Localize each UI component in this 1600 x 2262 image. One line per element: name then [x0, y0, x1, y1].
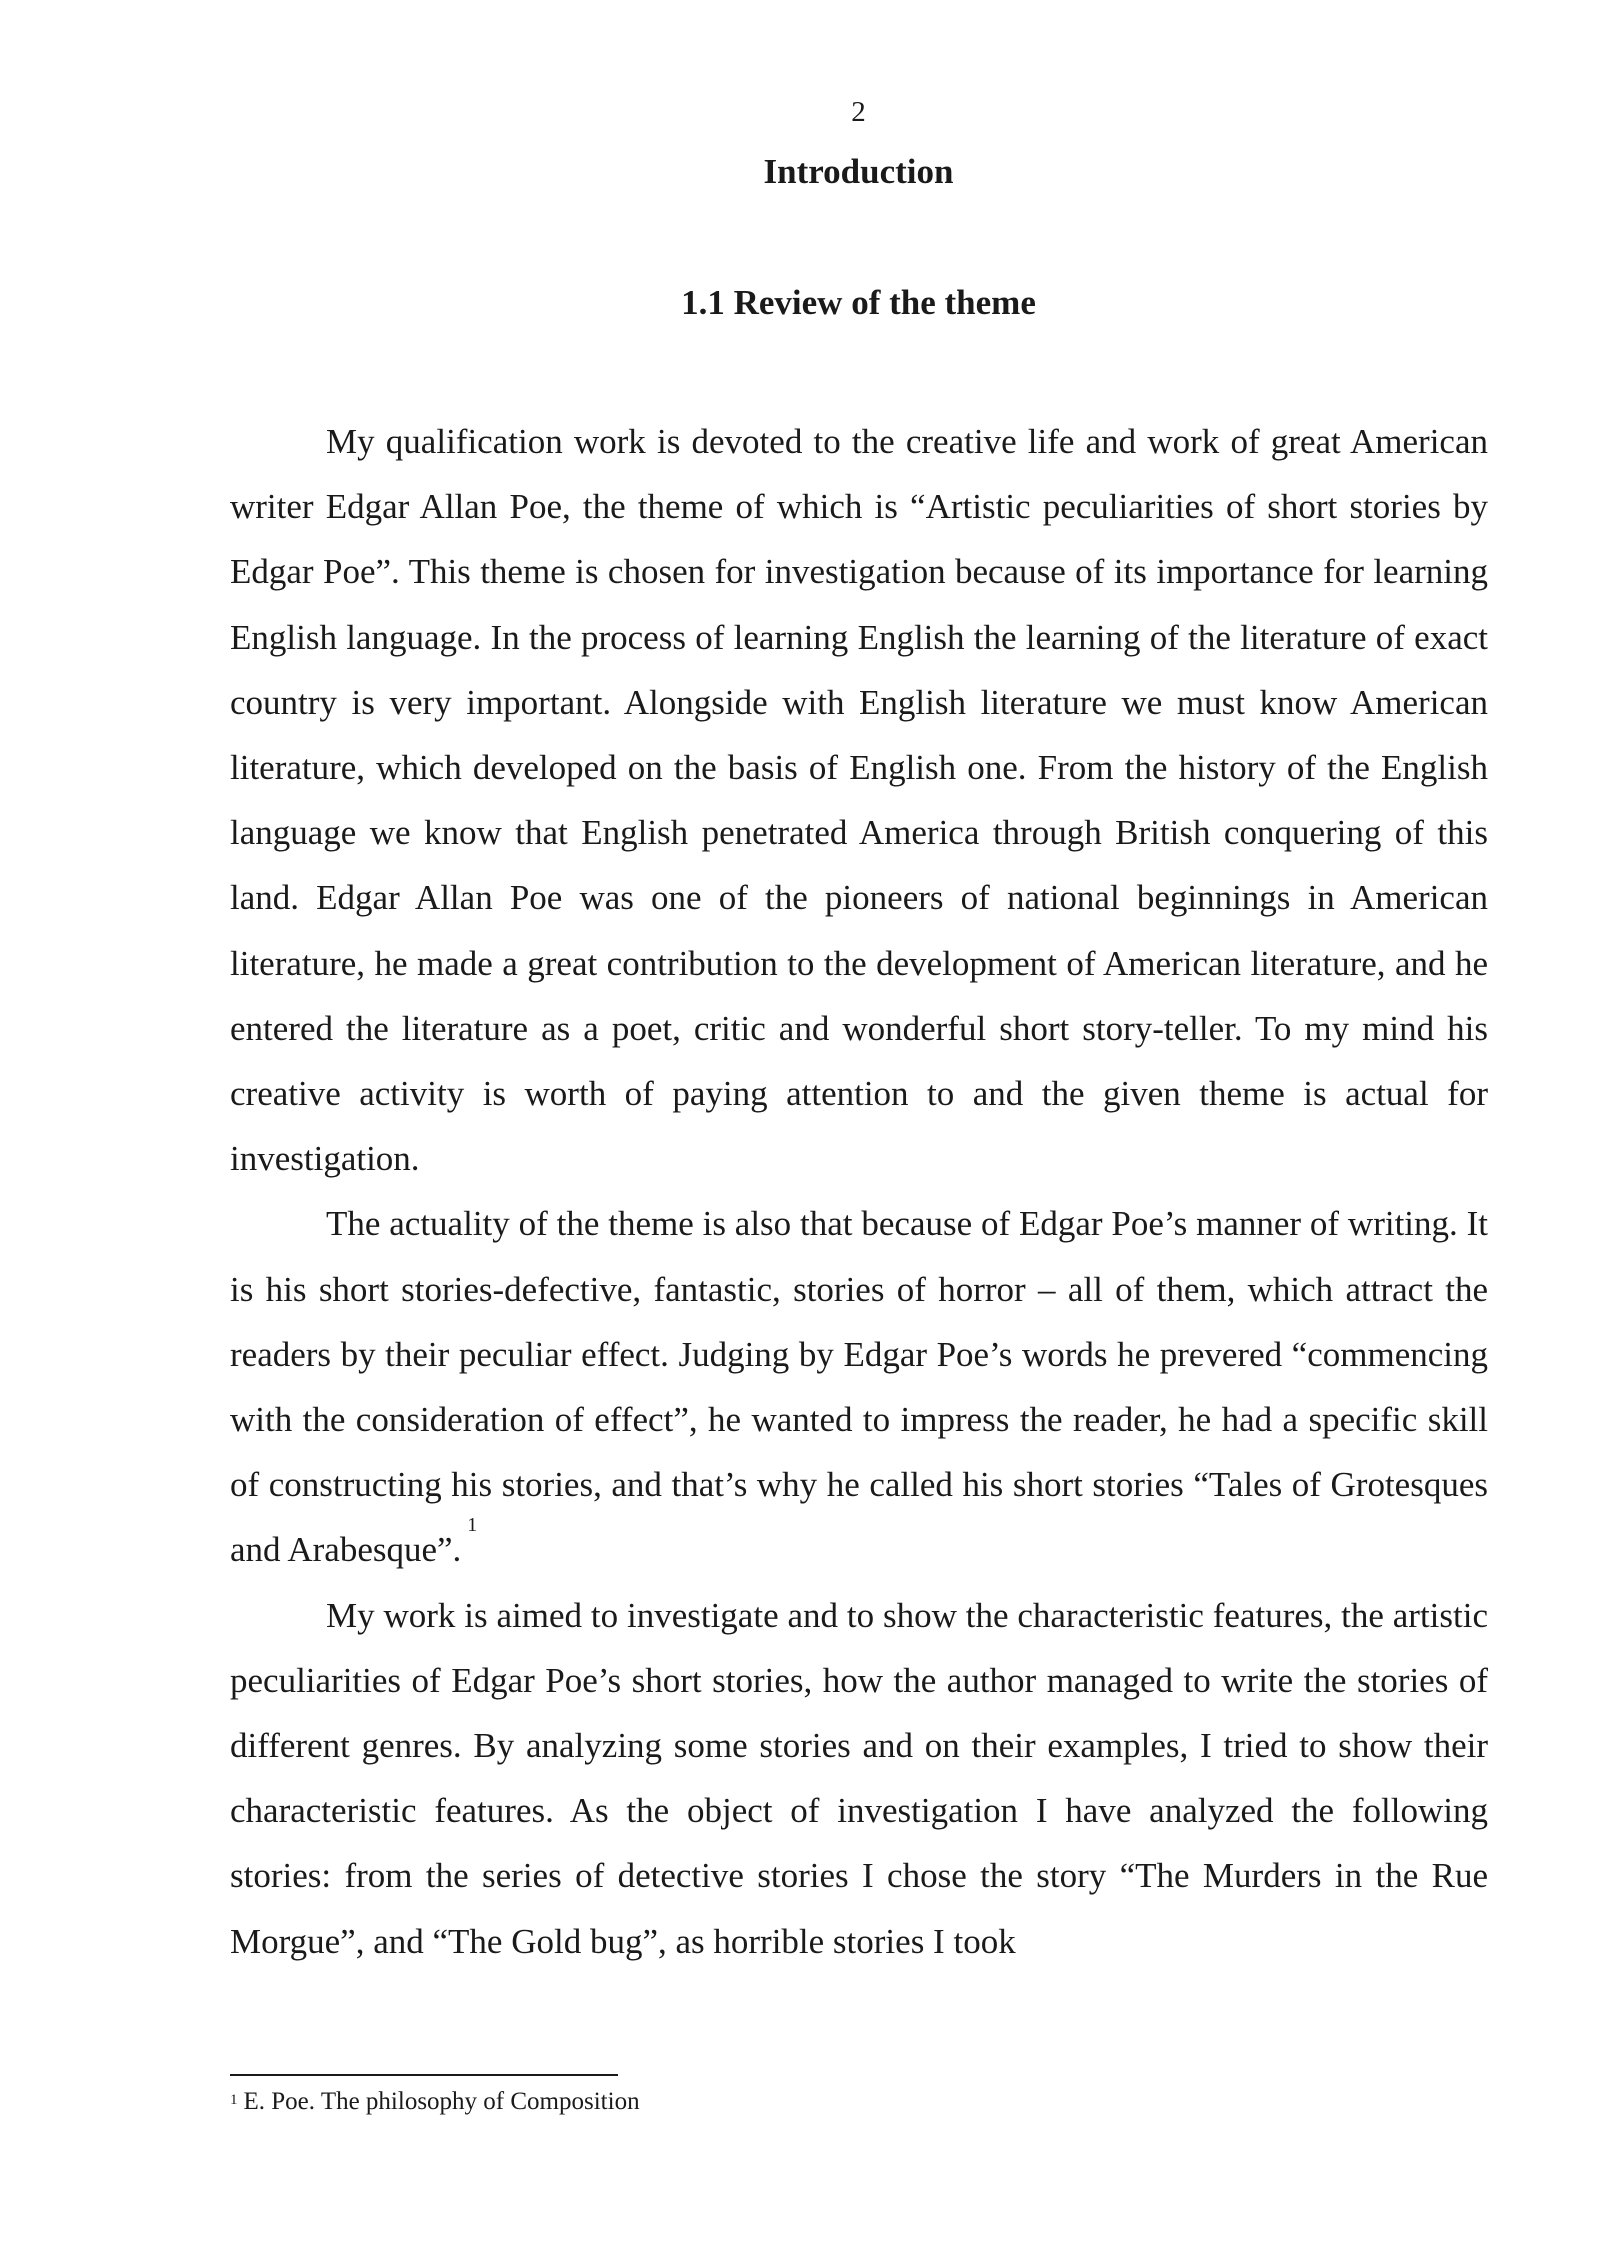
paragraph-1: [230, 409, 1488, 1191]
body-text: [230, 409, 1488, 1974]
footnote-reference[interactable]: 1: [467, 1514, 478, 1537]
chapter-title: Introduction: [763, 152, 954, 191]
paragraph-2-text: The actuality of the theme is also that because of Edgar Poe’s manner of writing. It is his short stories-defective, fantastic, stories of horror – all of them, which attract the readers by their peculiar effect. Judging by Edgar Poe’s words he prevered “commencing with the consideration of effect”, he wanted to impress the reader, he had a specific skill of constructing his stories, and that’s why he called his short stories “Tales of Grotesques and Arabesque”.: [230, 1204, 1488, 1570]
paragraph-1-text: My qualification work is devoted to the creative life and work of great American writer Edgar Allan Poe, the theme of which is “Artistic peculiarities of short stories by Edgar Poe”. This theme is chosen for investigation because of its importance for learning English language. In the process of learning English the learning of the literature of exact country is very important. Alongside with English literature we must know American literature, which developed on the basis of English one. From the history of the English language we know that English penetrated America through British conquering of this land. Edgar Allan Poe was one of the pioneers of national beginnings in American literature, he made a great contribution to the development of American literature, and he entered the literature as a poet, critic and wonderful short story-teller. To my mind his creative activity is worth of paying attention to and the given theme is actual for investigation.: [230, 422, 1488, 1179]
page-number: 2: [851, 96, 866, 128]
paragraph-2: [230, 1191, 1488, 1582]
paragraph-3: [230, 1583, 1488, 1974]
footnote-divider: [230, 2074, 618, 2076]
footnote: [230, 2086, 640, 2118]
footnote-marker: 1: [230, 2092, 238, 2108]
footnote-text: E. Poe. The philosophy of Composition: [243, 2088, 640, 2115]
paragraph-3-text: My work is aimed to investigate and to show the characteristic features, the artistic peculiarities of Edgar Poe’s short stories, how the author managed to write the stories of different genres. By analyzing some stories and on their examples, I tried to show their characteristic features. As the object of investigation I have analyzed the following stories: from the series of detective stories I chose the story “The Murders in the Rue Morgue”, and “The Gold bug”, as horrible stories I took: [230, 1595, 1488, 1961]
section-title: 1.1 Review of the theme: [681, 283, 1036, 322]
